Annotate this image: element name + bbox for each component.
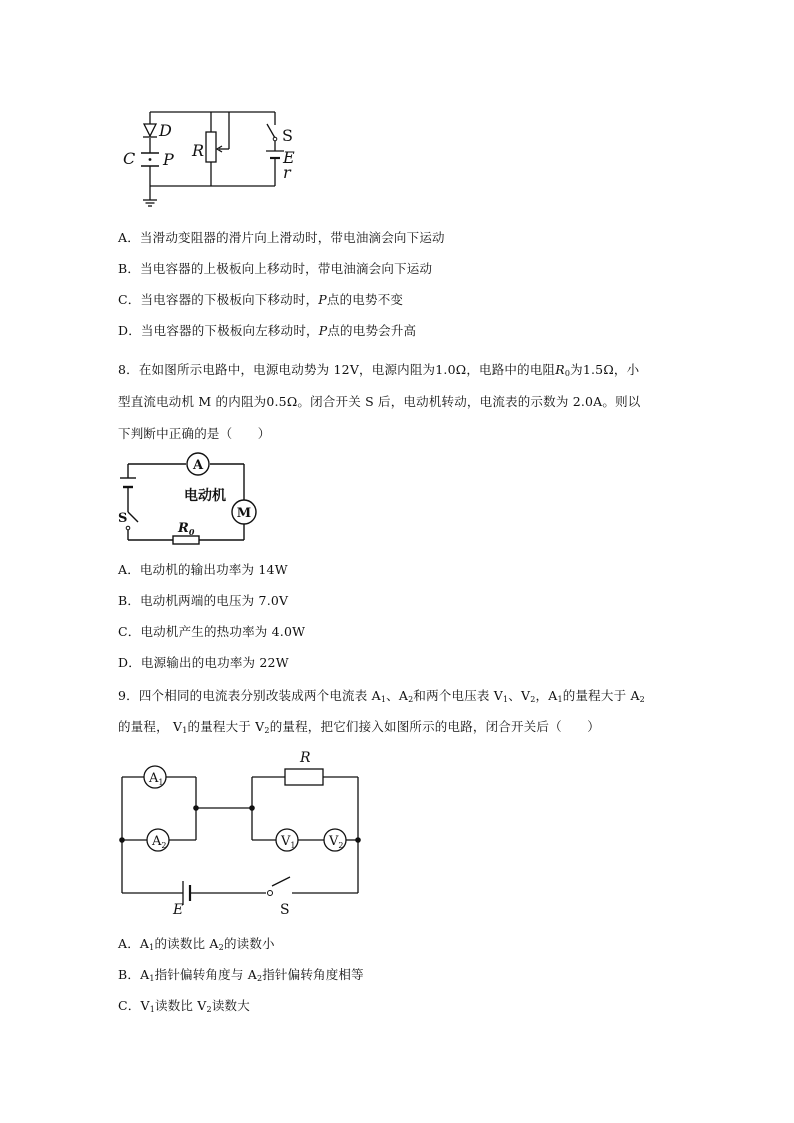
q9-stem-line2: 的量程， $V_1$的量程大于 $V_2$的量程，把它们接入如图所示的电路，闭合开关后（ ）	[118, 719, 600, 735]
fig3-label-r: R	[300, 750, 311, 766]
fig3-label-e: E	[173, 902, 184, 918]
q8-option-c: C．电动机产生的热功率为 4.0W	[118, 624, 306, 639]
fig2-switch-label: S	[118, 511, 128, 526]
fig1-label-d: D	[159, 121, 172, 140]
fig1-label-r: R	[192, 141, 205, 160]
q7-option-c: C．当电容器的下极板向下移动时，P点的电势不变	[118, 292, 404, 307]
q8-stem-line1: 8．在如图所示电路中，电源电动势为 12V，电源内阻为1.0Ω，电路中的电阻$R_0$为1.5Ω，小	[118, 362, 640, 378]
fig2-resistor-label: $R_0$	[178, 521, 195, 537]
fig1-label-r-internal: r	[283, 163, 291, 182]
fig3-meter-v1: $V_1$	[281, 834, 296, 850]
fig1-label-c: C	[123, 149, 136, 168]
q8-stem-line3: 下判断中正确的是（ ）	[118, 426, 271, 441]
q9-option-c: C．$V_1$读数比 $V_2$读数大	[118, 998, 250, 1014]
fig1-label-e: E	[283, 148, 295, 167]
fig2-motor-text: 电动机	[184, 488, 226, 504]
q8-option-d: D．电源输出的电功率为 22W	[118, 655, 289, 670]
fig2-motor-label: M	[236, 506, 252, 521]
fig3-meter-a1: $A_1$	[149, 771, 164, 787]
fig1-label-p: P	[163, 150, 174, 169]
fig2-ammeter-label: A	[192, 458, 204, 473]
fig1-label-s: S	[282, 126, 293, 145]
q9-stem-line1: 9．四个相同的电流表分别改装成两个电流表 $A_1$、$A_2$和两个电压表 $V_1$、$V_2$，$A_1$的量程大于 $A_2$	[118, 688, 645, 704]
q8-option-b: B．电动机两端的电压为 7.0V	[118, 593, 289, 608]
q7-option-d: D．当电容器的下极板向左移动时，P点的电势会升高	[118, 323, 417, 338]
q8-stem-line2: 型直流电动机 M 的内阻为0.5Ω。闭合开关 S 后，电动机转动，电流表的示数为 2.0A。则以	[118, 394, 641, 409]
fig3-meter-a2: $A_2$	[152, 834, 167, 850]
fig3-label-s: S	[280, 902, 290, 918]
q8-option-a: A．电动机的输出功率为 14W	[118, 562, 288, 577]
fig3-meter-v2: $V_2$	[329, 834, 344, 850]
q9-option-b: B．$A_1$指针偏转角度与 $A_2$指针偏转角度相等	[118, 967, 364, 983]
q7-option-a: A．当滑动变阻器的滑片向上滑动时，带电油滴会向下运动	[118, 230, 445, 245]
q9-option-a: A．$A_1$的读数比 $A_2$的读数小	[118, 936, 275, 952]
q7-option-b: B．当电容器的上极板向上移动时，带电油滴会向下运动	[118, 261, 433, 276]
